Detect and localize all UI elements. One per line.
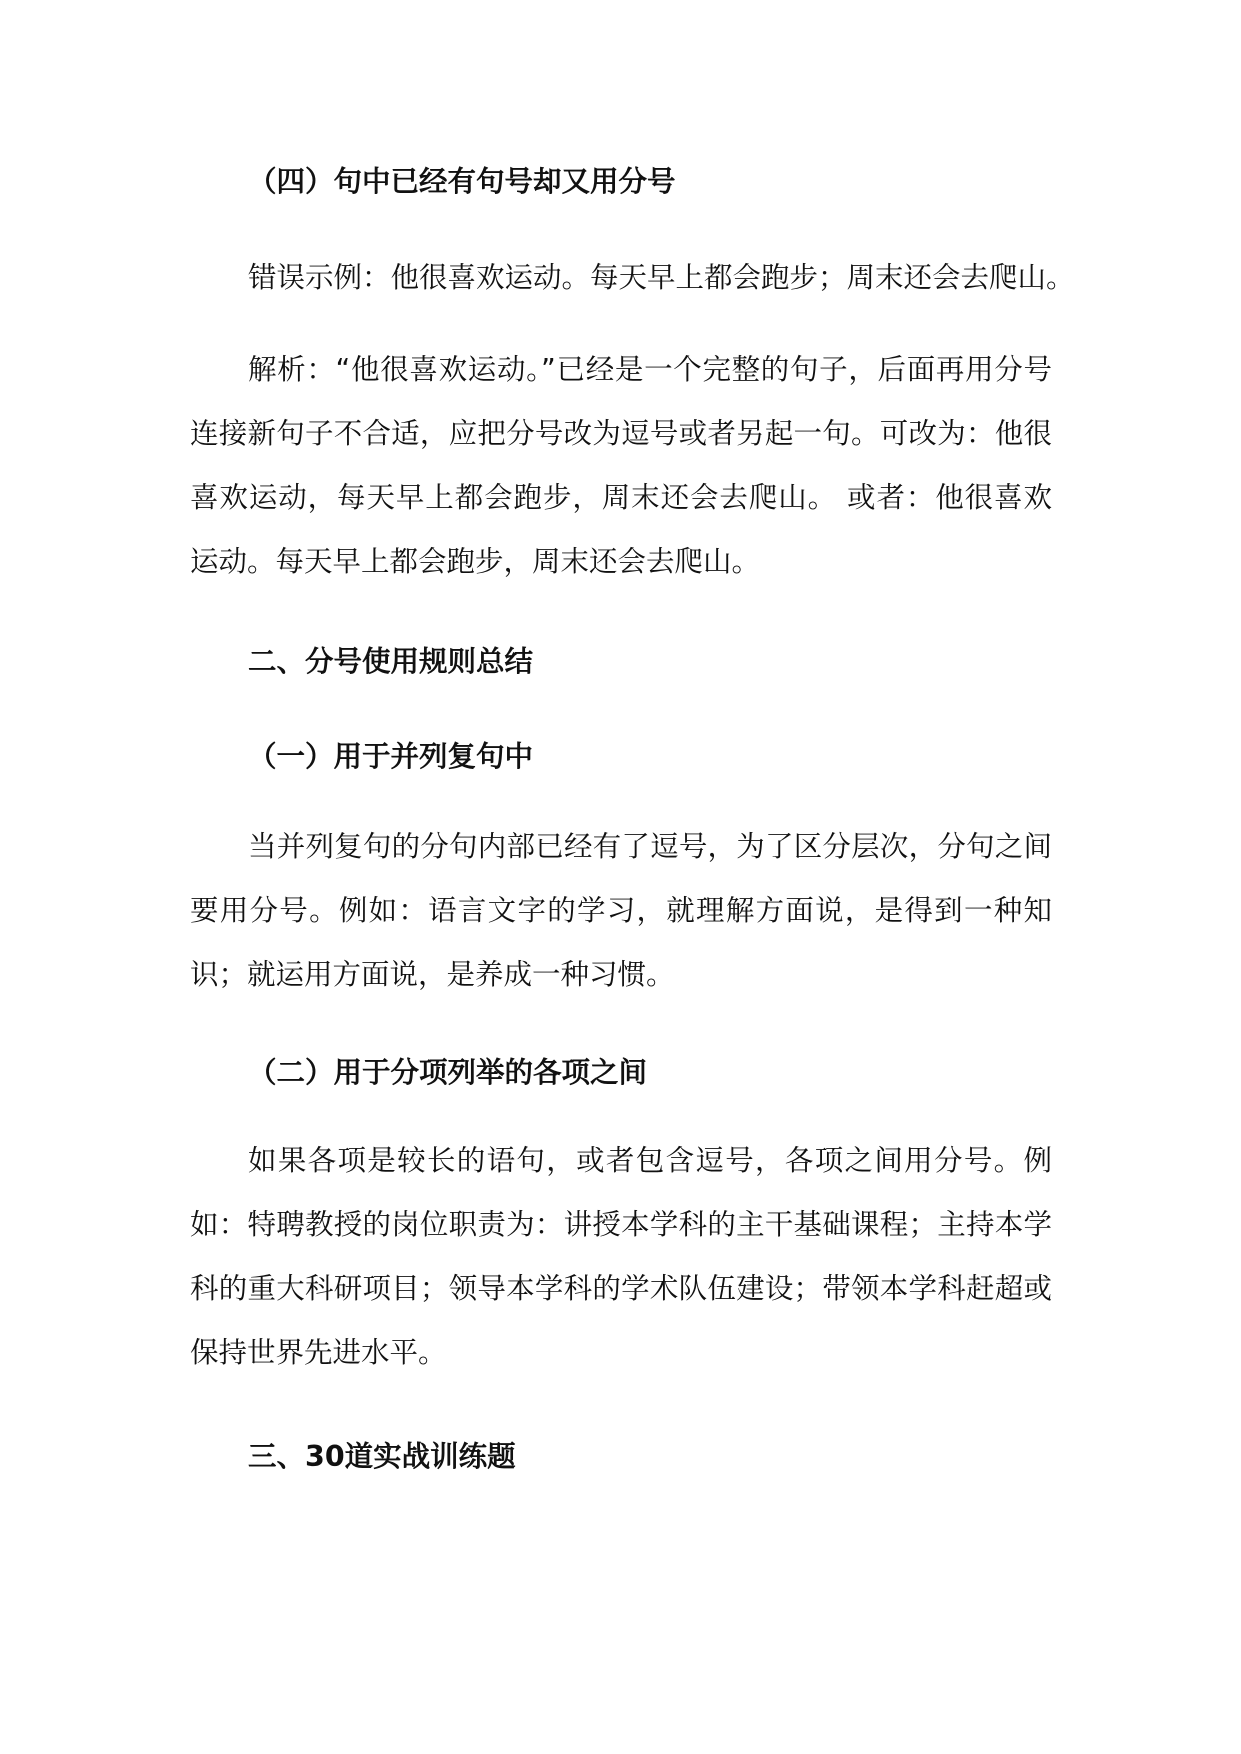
analysis-paragraph: 解析：“他很喜欢运动。”已经是一个完整的句子，后面再用分号连接新句子不合适，应把分号改为逗号或者另起一句。可改为：他很喜欢运动，每天早上都会跑步，周末还会去爬山。 或者：他很喜欢运动。每天早上都会跑步，周末还会去爬山。 xyxy=(190,353,1052,578)
rule-heading-2: （二）用于分项列举的各项之间 xyxy=(248,1056,648,1089)
rule-heading-1: （一）用于并列复句中 xyxy=(248,740,534,773)
rule-2-paragraph: 如果各项是较长的语句，或者包含逗号，各项之间用分号。例如：特聘教授的岗位职责为：讲授本学科的主干基础课程；主持本学科的重大科研项目；领导本学科的学术队伍建设；带领本学科赶超或保持世界先进水平。 xyxy=(190,1144,1052,1369)
section-heading-3: 三、30道实战训练题 xyxy=(248,1440,516,1473)
section-heading-2: 二、分号使用规则总结 xyxy=(248,645,534,678)
error-example-paragraph: 错误示例：他很喜欢运动。每天早上都会跑步；周末还会去爬山。 xyxy=(248,261,1075,294)
rule-1-paragraph: 当并列复句的分句内部已经有了逗号，为了区分层次，分句之间要用分号。例如：语言文字的学习，就理解方面说，是得到一种知识；就运用方面说，是养成一种习惯。 xyxy=(190,830,1052,991)
subsection-heading-4: （四）句中已经有句号却又用分号 xyxy=(248,165,676,198)
